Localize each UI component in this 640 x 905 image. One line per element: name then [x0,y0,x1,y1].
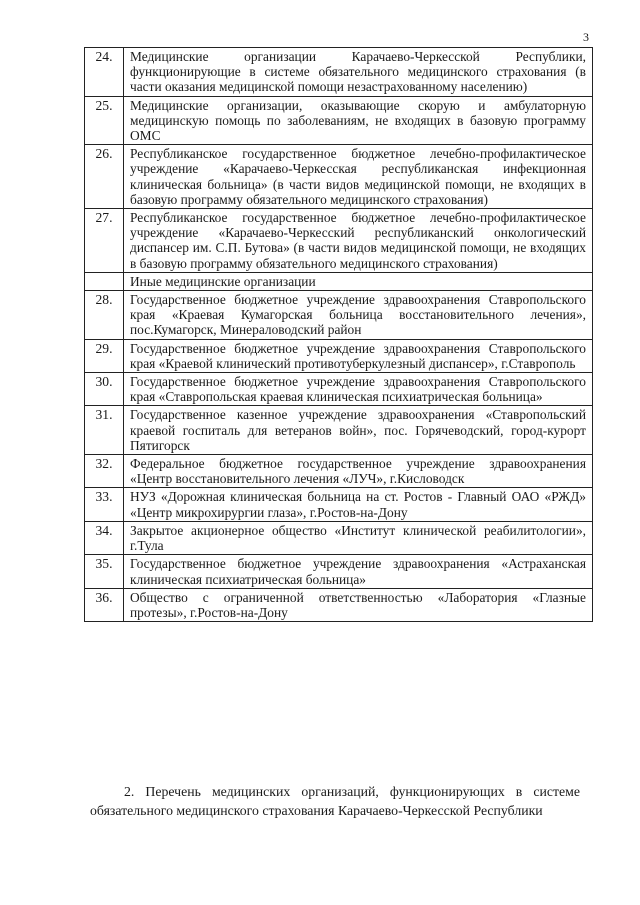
table-row [85,291,593,340]
row-number: 31. [85,406,124,455]
row-number: 28. [85,291,124,340]
row-subheading-text: Иные медицинские организации [124,272,593,290]
table-row [85,145,593,209]
row-number: 24. [85,48,124,97]
table-row [85,96,593,145]
row-number: 34. [85,521,124,554]
table-row [85,373,593,406]
table-row [85,48,593,97]
row-text: Общество с ограниченной ответственностью «Лаборатория «Глазные протезы», г.Ростов-на-Дону [124,588,593,621]
page-number: 3 [583,30,589,44]
row-text: Республиканское государственное бюджетное лечебно-профилактическое учреждение «Карачаево-Черкесская республиканская инфекционная клиническая больница» (в части видов медицинской помощи, не входящих в базовую программу обязательного медицинского страхования) [124,145,593,209]
row-text: Медицинские организации, оказывающие скорую и амбулаторную медицинскую помощь по заболеваниям, не входящих в базовую программу ОМС [124,96,593,145]
row-text: Федеральное бюджетное государственное учреждение здравоохранения «Центр восстановительного лечения «ЛУЧ», г.Кисловодск [124,455,593,488]
table-row-subheading [85,272,593,290]
row-number: 27. [85,209,124,273]
row-number: 26. [85,145,124,209]
row-text: Медицинские организации Карачаево-Черкесской Республики, функционирующие в системе обязательного медицинского страхования (в части оказания медицинской помощи незастрахованному населению) [124,48,593,97]
organizations-table [84,47,593,622]
table-row [85,588,593,621]
row-text: Государственное бюджетное учреждение здравоохранения Ставропольского края «Краевая Кумагорская больница восстановительного лечения», пос.Кумагорск, Минераловодский район [124,291,593,340]
row-number: 36. [85,588,124,621]
table-row [85,339,593,372]
table-row [85,521,593,554]
row-text: Государственное бюджетное учреждение здравоохранения Ставропольского края «Ставропольская краевая клиническая психиатрическая больница» [124,373,593,406]
row-text: Республиканское государственное бюджетное лечебно-профилактическое учреждение «Карачаево-Черкесский республиканский онкологический диспансер им. С.П. Бутова» (в части видов медицинской помощи, не входящих в базовую программу обязательного медицинского страхования) [124,209,593,273]
row-number: 33. [85,488,124,521]
row-text: Закрытое акционерное общество «Институт клинической реабилитологии», г.Тула [124,521,593,554]
row-number [85,272,124,290]
organizations-table-body [85,48,593,622]
row-number: 30. [85,373,124,406]
row-text: Государственное бюджетное учреждение здравоохранения «Астраханская клиническая психиатрическая больница» [124,555,593,588]
row-text: Государственное бюджетное учреждение здравоохранения Ставропольского края «Краевой клинический противотуберкулезный диспансер», г.Ставрополь [124,339,593,372]
table-row [85,406,593,455]
table-row [85,455,593,488]
row-number: 25. [85,96,124,145]
row-number: 35. [85,555,124,588]
row-number: 32. [85,455,124,488]
table-row [85,209,593,273]
table-row [85,488,593,521]
row-text: НУЗ «Дорожная клиническая больница на ст. Ростов - Главный ОАО «РЖД» «Центр микрохирургии глаза», г.Ростов-на-Дону [124,488,593,521]
row-number: 29. [85,339,124,372]
section-heading-paragraph: 2. Перечень медицинских организаций, функционирующих в системе обязательного медицинского страхования Карачаево-Черкесской Республики [90,783,580,818]
table-row [85,555,593,588]
row-text: Государственное казенное учреждение здравоохранения «Ставропольский краевой госпиталь для ветеранов войн», пос. Горячеводский, город-курорт Пятигорск [124,406,593,455]
